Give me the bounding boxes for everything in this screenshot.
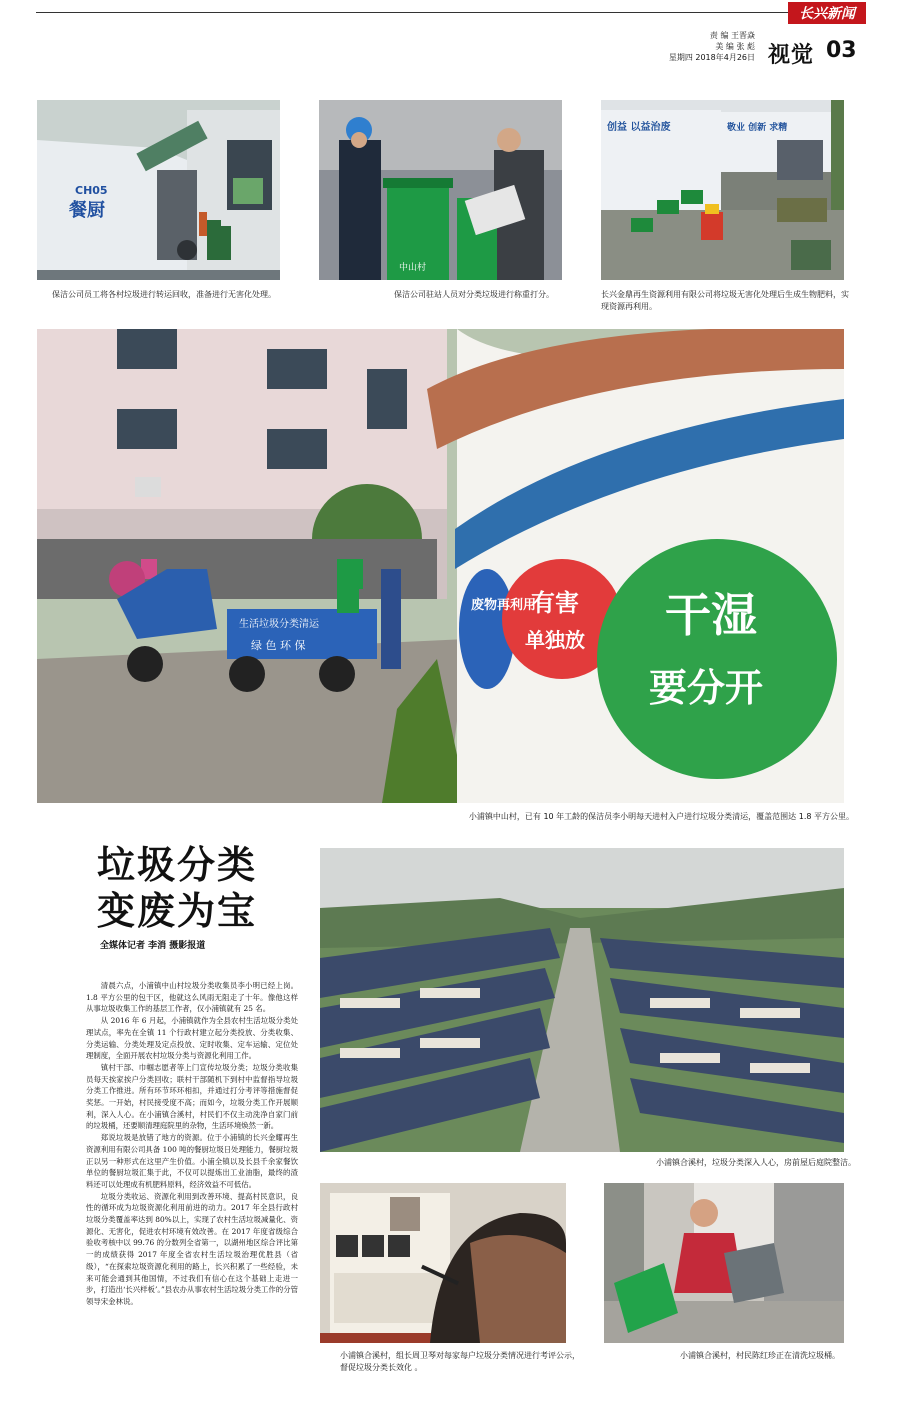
caption-photo-5: 小浦镇合溪村，垃圾分类深入人心，房前屋后庭院整洁。 (656, 1158, 856, 1167)
top-rule (36, 12, 864, 13)
truck-plate: CH05 (75, 184, 108, 197)
photo-garbage-truck (37, 100, 280, 280)
mural-green-line-2: 要分开 (649, 666, 764, 710)
article-paragraph: 郑说垃圾是放错了地方的资源。位于小浦镇的长兴金耀再生资源利用有限公司具备 100 吨的餐厨垃圾日处理能力，餐厨垃圾正以另一种形式在这里产生价值。小浦全镇以及长县千余家餐饮单位的餐厨垃圾汇集于此，不仅可以提炼出工业油脂，最终的渣料还可以处理成有机肥料原料，经济效益不可低估。 (86, 1133, 298, 1189)
designer-line: 美 编 张 彪 (715, 42, 755, 51)
photo-aerial-village (320, 848, 844, 1152)
truck-text: 餐厨 (69, 200, 105, 221)
mural-blue-text: 废物再利用 (471, 598, 537, 613)
page-credits (660, 30, 755, 63)
caption-photo-3: 长兴金鼎再生资源利用有限公司将垃圾无害化处理后生成生物肥料，实现资源再利用。 (601, 290, 849, 311)
caption-photo-7: 小浦镇合溪村，村民陈红珍正在清洗垃圾桶。 (680, 1351, 840, 1360)
mural-red-line-2: 单独放 (525, 628, 585, 652)
page-number: 03 (826, 38, 857, 63)
caption-photo-4: 小浦镇中山村，已有 10 年工龄的保洁员李小明每天进村入户进行垃圾分类清运，覆盖范围达 1.8 平方公里。 (468, 812, 854, 821)
photo-weighing-bins (319, 100, 562, 280)
article-paragraph: 垃圾分类收运、资源化利用到改善环境、提高村民意识，良性的循环成为垃圾资源化利用前进的动力。2017 年全县行政村垃圾分类覆盖率达到 80%以上，实现了农村生活垃圾减量化、资源化、无害化，促进农村环境有效改善。在 2017 年度省级综合验收考核中以 99.76 的分数列全省第一，以湖州地区综合评比第一的成绩获得 2017 年度全省农村生活垃圾治理优胜县（省级），“在探索垃圾资源化利用的路上，长兴积累了一些经验，未来可能会通到其他国情，不过我们有信心在这个基础上走进一步，打造出‘长兴样板’。”县农办从事农村生活垃圾分类工作的分管领导宋金林说。 (86, 1191, 298, 1306)
photo-factory (601, 100, 844, 280)
bin-text: 中山村 (399, 263, 427, 273)
photo-washing-bins (604, 1183, 844, 1343)
article-headline (72, 842, 282, 934)
article-paragraph: 镇村干部、巾帼志愿者等上门宣传垃圾分类；垃圾分类收集员每天挨家挨户分类回收；联村干部随机下到村中监督指导垃圾分类工作推进。所有环节环环相扣，并通过打分考评等措施督促奖惩。一开始，村民接受度不高；而如今，垃圾分类工作开展顺利，深入人心。在小浦镇合溪村，村民们不仅主动洗净自家门前的垃圾桶，还要顺清理庭院里的杂物，生活环境焕然一新。 (86, 1062, 298, 1131)
photo-notice-board (320, 1183, 566, 1343)
factory-sign-right: 敬业 创新 求精 (727, 123, 788, 133)
photo-village-mural (37, 329, 844, 803)
article-paragraph: 清晨六点，小浦镇中山村垃圾分类收集员李小明已经上岗。1.8 平方公里的包干区，他就这么风雨无阻走了十年。像他这样从事垃圾收集工作的基层工作者，仅小浦镇就有 25 名。 (86, 981, 298, 1014)
editor-line: 责 编 王晋焱 (709, 31, 755, 40)
tricycle-label-2: 绿 色 环 保 (251, 639, 306, 652)
caption-photo-1: 保洁公司员工将各村垃圾进行转运回收，准备进行无害化处理。 (52, 290, 276, 299)
mural-green-line-1: 干湿 (665, 588, 757, 642)
mural-red-line-1: 有害 (531, 589, 579, 617)
masthead-logo: 长兴新闻 (788, 2, 866, 24)
tricycle-label-1: 生活垃圾分类清运 (239, 619, 319, 630)
date-line: 星期四 2018年4月26日 (668, 53, 755, 62)
factory-sign-left: 创益 以益治废 (607, 122, 671, 133)
caption-photo-6: 小浦镇合溪村，组长周卫琴对每家每户垃圾分类情况进行考评公示，督促垃圾分类长效化 。 (340, 1351, 580, 1372)
section-title: 视觉 (768, 43, 815, 68)
article-body (86, 980, 298, 1308)
article-byline: 全媒体记者 李消 摄影报道 (100, 941, 206, 951)
caption-photo-2: 保洁公司驻站人员对分类垃圾进行称重打分。 (394, 290, 554, 299)
headline-line-1: 垃圾分类 (96, 843, 257, 887)
article-paragraph: 从 2016 年 6 月起，小浦镇就作为全县农村生活垃圾分类处理试点，率先在全镇 11 个行政村建立起分类投放、分类收集、分类运输、分类处理及定点投放、定时收集、定车运输、定位处理制度，全面开展农村垃圾分类与资源化利用工作。 (86, 1016, 298, 1061)
headline-line-2: 变废为宝 (96, 889, 257, 933)
